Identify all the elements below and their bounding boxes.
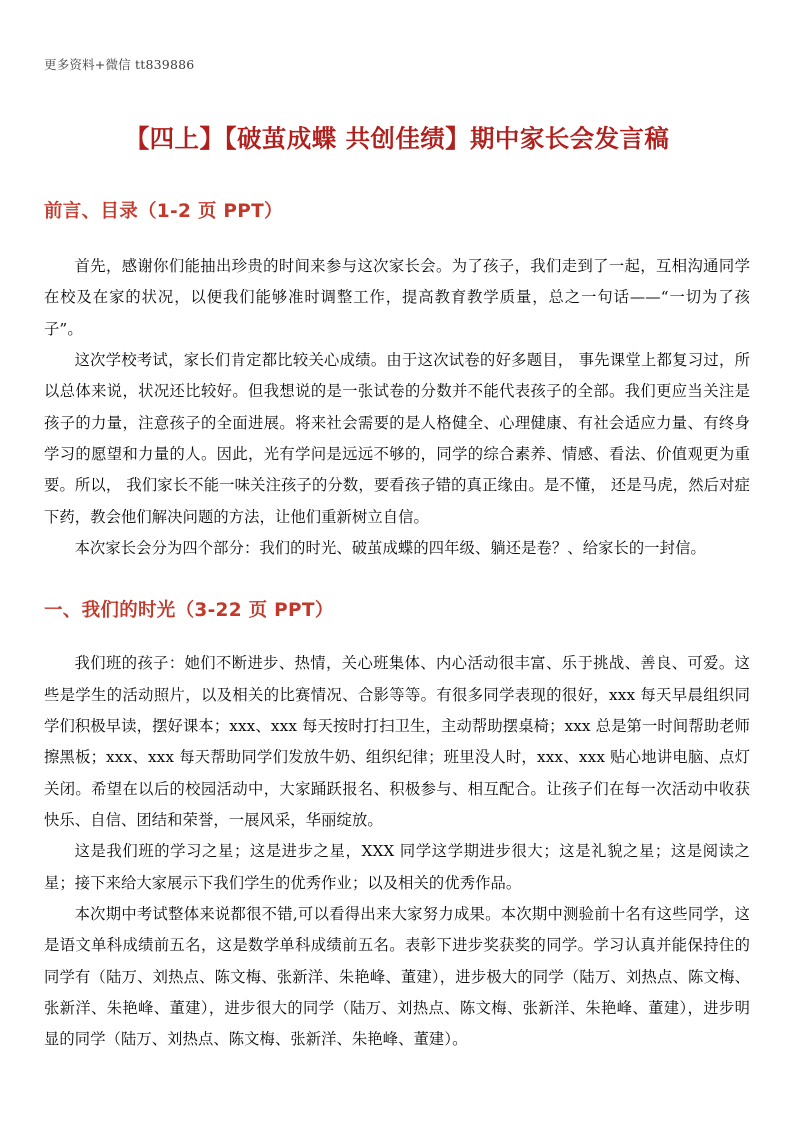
paragraph: 本次家长会分为四个部分：我们的时光、破茧成蝶的四年级、躺还是卷？、给家长的一封信。 <box>74 539 706 558</box>
section-heading-preface: 前言、目录（1-2 页 PPT） <box>44 201 283 223</box>
section-preface-body <box>44 251 750 564</box>
paragraph: 我们班的孩子：她们不断进步、热情，关心班集体、内心活动很丰富、乐于挑战、善良、可爱。这些是学生的活动照片，以及相关的比赛情况、合影等等。有很多同学表现的很好，xxx 每天早晨组织同学们积极早读，摆好课本；xxx、xxx 每天按时打扫卫生，主动帮助摆桌椅；xxx 总是第一时间帮助老师擦黑板；xxx、xxx 每天帮助同学们发放牛奶、组织纪律；班里没人时，xxx、xxx 贴心地讲电脑、点灯关闭。希望在以后的校园活动中，大家踊跃报名、积极参与、相互配合。让孩子们在每一次活动中收获快乐、自信、团结和荣誉，一展风采，华丽绽放。 <box>44 654 750 829</box>
section-our-time-body <box>44 648 750 1055</box>
paragraph: 首先，感谢你们能抽出珍贵的时间来参与这次家长会。为了孩子，我们走到了一起，互相沟通同学在校及在家的状况，以便我们能够准时调整工作，提高教育教学质量，总之一句话——“一切为了孩子”。 <box>44 256 750 338</box>
paragraph: 这是我们班的学习之星；这是进步之星，XXX 同学这学期进步很大；这是礼貌之星；这是阅读之星；接下来给大家展示下我们学生的优秀作业；以及相关的优秀作品。 <box>44 842 750 892</box>
page-title: 【四上】【破茧成蝶 共创佳绩】期中家长会发言稿 <box>124 124 670 153</box>
document-content <box>44 108 750 1056</box>
paragraph: 这次学校考试，家长们肯定都比较关心成绩。由于这次试卷的好多题目， 事先课堂上都复习过，所以总体来说，状况还比较好。但我想说的是一张试卷的分数并不能代表孩子的全部。我们更应当关注是孩子的力量，注意孩子的全面进展。将来社会需要的是人格健全、心理健康、有社会适应力量、有终身学习的愿望和力量的人。因此，光有学问是远远不够的，同学的综合素养、情感、看法、价值观更为重要。所以， 我们家长不能一味关注孩子的分数，要看孩子错的真正缘由。是不懂， 还是马虎，然后对症下药，教会他们解决问题的方法，让他们重新树立自信。 <box>44 350 750 526</box>
watermark-text: 更多资料+微信 tt839886 <box>44 57 195 72</box>
section-heading-our-time: 一、我们的时光（3-22 页 PPT） <box>44 600 334 622</box>
paragraph: 本次期中考试整体来说都很不错,可以看得出来大家努力成果。本次期中测验前十名有这些同学，这是语文单科成绩前五名，这是数学单科成绩前五名。表彰下进步奖获奖的同学。学习认真并能保持住的同学有（陆万、刘热点、陈文梅、张新洋、朱艳峰、董建），进步极大的同学（陆万、刘热点、陈文梅、张新洋、朱艳峰、董建），进步很大的同学（陆万、刘热点、陈文梅、张新洋、朱艳峰、董建），进步明显的同学（陆万、刘热点、陈文梅、张新洋、朱艳峰、董建）。 <box>44 905 750 1049</box>
section-our-time <box>44 598 750 624</box>
section-preface <box>44 199 750 225</box>
